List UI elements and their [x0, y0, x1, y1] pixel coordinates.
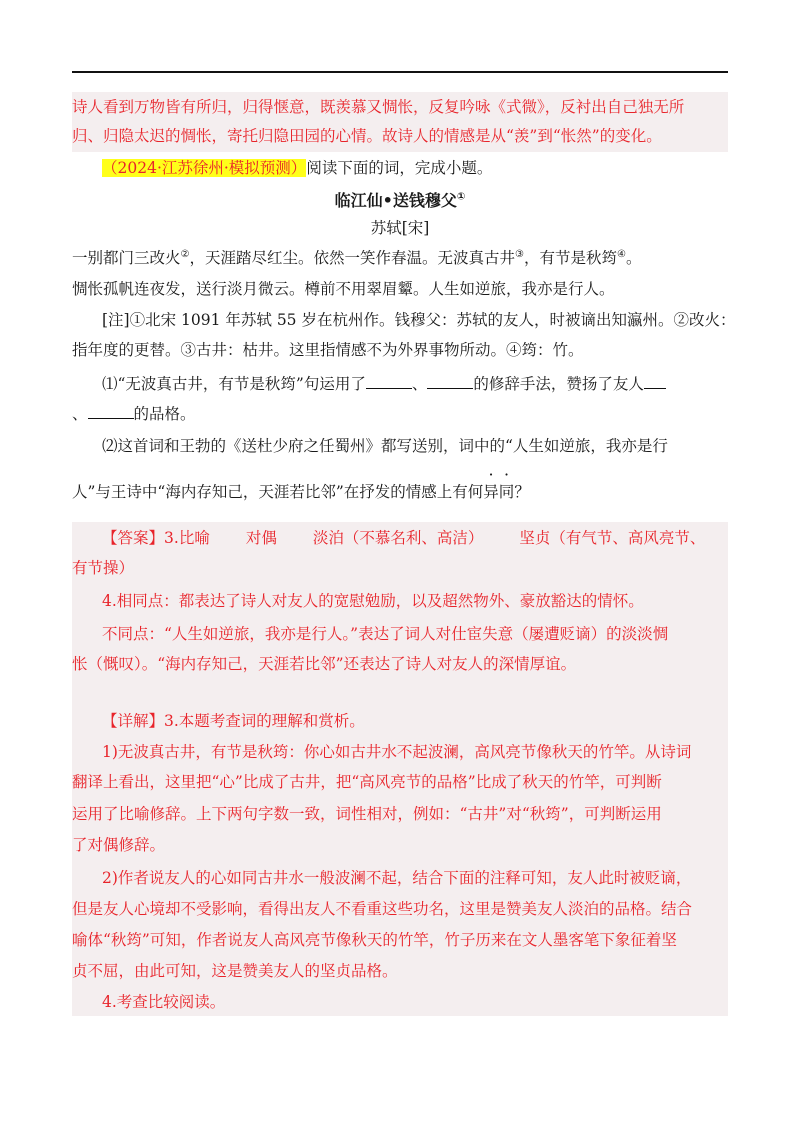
answer-line-1 — [72, 524, 728, 553]
answer-item: 对偶 — [245, 529, 277, 547]
poem-title-text: 临江仙•送钱穆父 — [334, 191, 457, 210]
poem-text: ，天涯踏尽红尘。依然一笑作春温。无波真古井 — [189, 249, 515, 267]
poem-author: 苏轼[宋] — [370, 219, 430, 237]
answer-number: 3. — [164, 529, 179, 547]
question-2-line-2 — [72, 478, 728, 507]
poem-text: ，有节是秋筠 — [523, 249, 617, 267]
detail-p1-line-3: 运用了比喻修辞。上下两句字数一致，词性相对，例如：“古井”对“秋筠”，可判断运用 — [72, 805, 662, 823]
note-marker: ④ — [616, 248, 626, 260]
note-line-2: 指年度的更替。③古井：枯井。这里指情感不为外界事物所动。④筠：竹。 — [72, 341, 584, 359]
answer-4-line-3: 怅（慨叹）。“海内存知己，天涯若比邻”还表达了诗人对友人的深情厚谊。 — [72, 655, 577, 673]
detail-intro: 3.本题考查词的理解和赏析。 — [164, 712, 365, 730]
note-marker: ② — [180, 248, 190, 260]
instruction-text: 阅读下面的词，完成小题。 — [306, 159, 493, 177]
answer-item: 比喻 — [178, 529, 210, 547]
q1-text: 、 — [72, 405, 88, 423]
answer-blank[interactable] — [427, 374, 473, 389]
poem-line-1 — [72, 244, 728, 273]
detail-p2-line-2: 但是友人心境却不受影响，看得出友人不看重这些功名，这里是赞美友人淡泊的品格。结合 — [72, 900, 693, 918]
note-marker: ③ — [515, 248, 524, 260]
header-rule — [72, 71, 728, 73]
detail-heading — [72, 707, 728, 736]
detail-p1-line-1: 1)无波真古井，有节是秋筠：你心如古井水不起波澜，高风亮节像秋天的竹竿。从诗词 — [102, 743, 692, 761]
answer-4-line-1: 4.相同点：都表达了诗人对友人的宽慰勉励，以及超然物外、豪放豁达的情怀。 — [102, 592, 644, 610]
question-1-line-1 — [72, 370, 728, 399]
poem-text: 一别都门三改火 — [72, 249, 181, 267]
detail-q4: 4.考查比较阅读。 — [102, 993, 226, 1011]
poem-title — [72, 186, 728, 215]
answer-blank[interactable] — [366, 374, 412, 389]
detail-p2-line-3: 喻体“秋筠”可知，作者说友人高风亮节像秋天的竹竿，竹子历来在文人墨客笔下象征着坚 — [72, 931, 677, 949]
question-stem — [72, 154, 728, 183]
answer-line-2: 有节操） — [72, 559, 135, 577]
answer-blank[interactable] — [644, 374, 666, 389]
poem-line-2: 惆怅孤帆连夜发，送行淡月微云。樽前不用翠眉颦。人生如逆旅，我亦是行人。 — [72, 280, 615, 298]
detail-p2-line-1: 2)作者说友人的心如同古井水一般波澜不起，结合下面的注释可知，友人此时被贬谪， — [102, 869, 692, 887]
answer-blank[interactable] — [88, 404, 134, 419]
q2-text: 人”与王诗中“海内存知己，天涯若比邻”在抒发的情感上有何 — [72, 483, 484, 501]
answer-label: 【答案】 — [102, 529, 165, 547]
answer-item: 坚贞（有气节、高风亮节、 — [519, 529, 706, 547]
q1-text: 的修辞手法，赞扬了友人 — [473, 375, 644, 393]
q1-text: ⑴“无波真古井，有节是秋筠”句运用了 — [102, 375, 366, 393]
detail-p2-line-4: 贞不屈，由此可知，这是赞美友人的坚贞品格。 — [72, 962, 398, 980]
detail-label: 【详解】 — [102, 712, 165, 730]
poem-text: 。 — [625, 249, 642, 267]
detail-p1-line-4: 了对偶修辞。 — [72, 836, 166, 854]
source-tag: （2024·江苏徐州·模拟预测） — [102, 159, 307, 177]
answer-4-line-2: 不同点：“人生如逆旅，我亦是行人。”表达了词人对仕宦失意（屡遭贬谪）的淡淡惆 — [102, 625, 669, 643]
q1-text: 、 — [411, 375, 428, 393]
q1-text: 的品格。 — [133, 405, 196, 423]
prev-analysis-line-2: 归、归隐太迟的惆怅，寄托归隐田园的心情。故诗人的情感是从“羡”到“怅然”的变化。 — [72, 127, 662, 145]
answer-item: 淡泊（不慕名利、高洁） — [312, 529, 484, 547]
emphasis-char: 同 — [498, 483, 515, 501]
q2-text: ？ — [514, 483, 530, 501]
question-1-line-2 — [72, 400, 728, 429]
question-2-line-1: ⑵这首词和王勃的《送杜少府之任蜀州》都写送别，词中的“人生如逆旅，我亦是行 — [102, 437, 668, 455]
emphasis-char: 异 — [483, 483, 499, 501]
prev-analysis-line-1: 诗人看到万物皆有所归，归得惬意，既羡慕又惆怅，反复吟咏《式微》，反衬出自己独无所 — [72, 98, 685, 116]
detail-p1-line-2: 翻译上看出，这里把“心”比成了古井，把“高风亮节的品格”比成了秋天的竹竿，可判断 — [72, 773, 662, 791]
note-line-1: [注]①北宋 1091 年苏轼 55 岁在杭州作。钱穆父：苏轼的友人，时被谪出知瀛州。②改火： — [102, 311, 736, 329]
poem-title-note: ① — [456, 191, 466, 203]
